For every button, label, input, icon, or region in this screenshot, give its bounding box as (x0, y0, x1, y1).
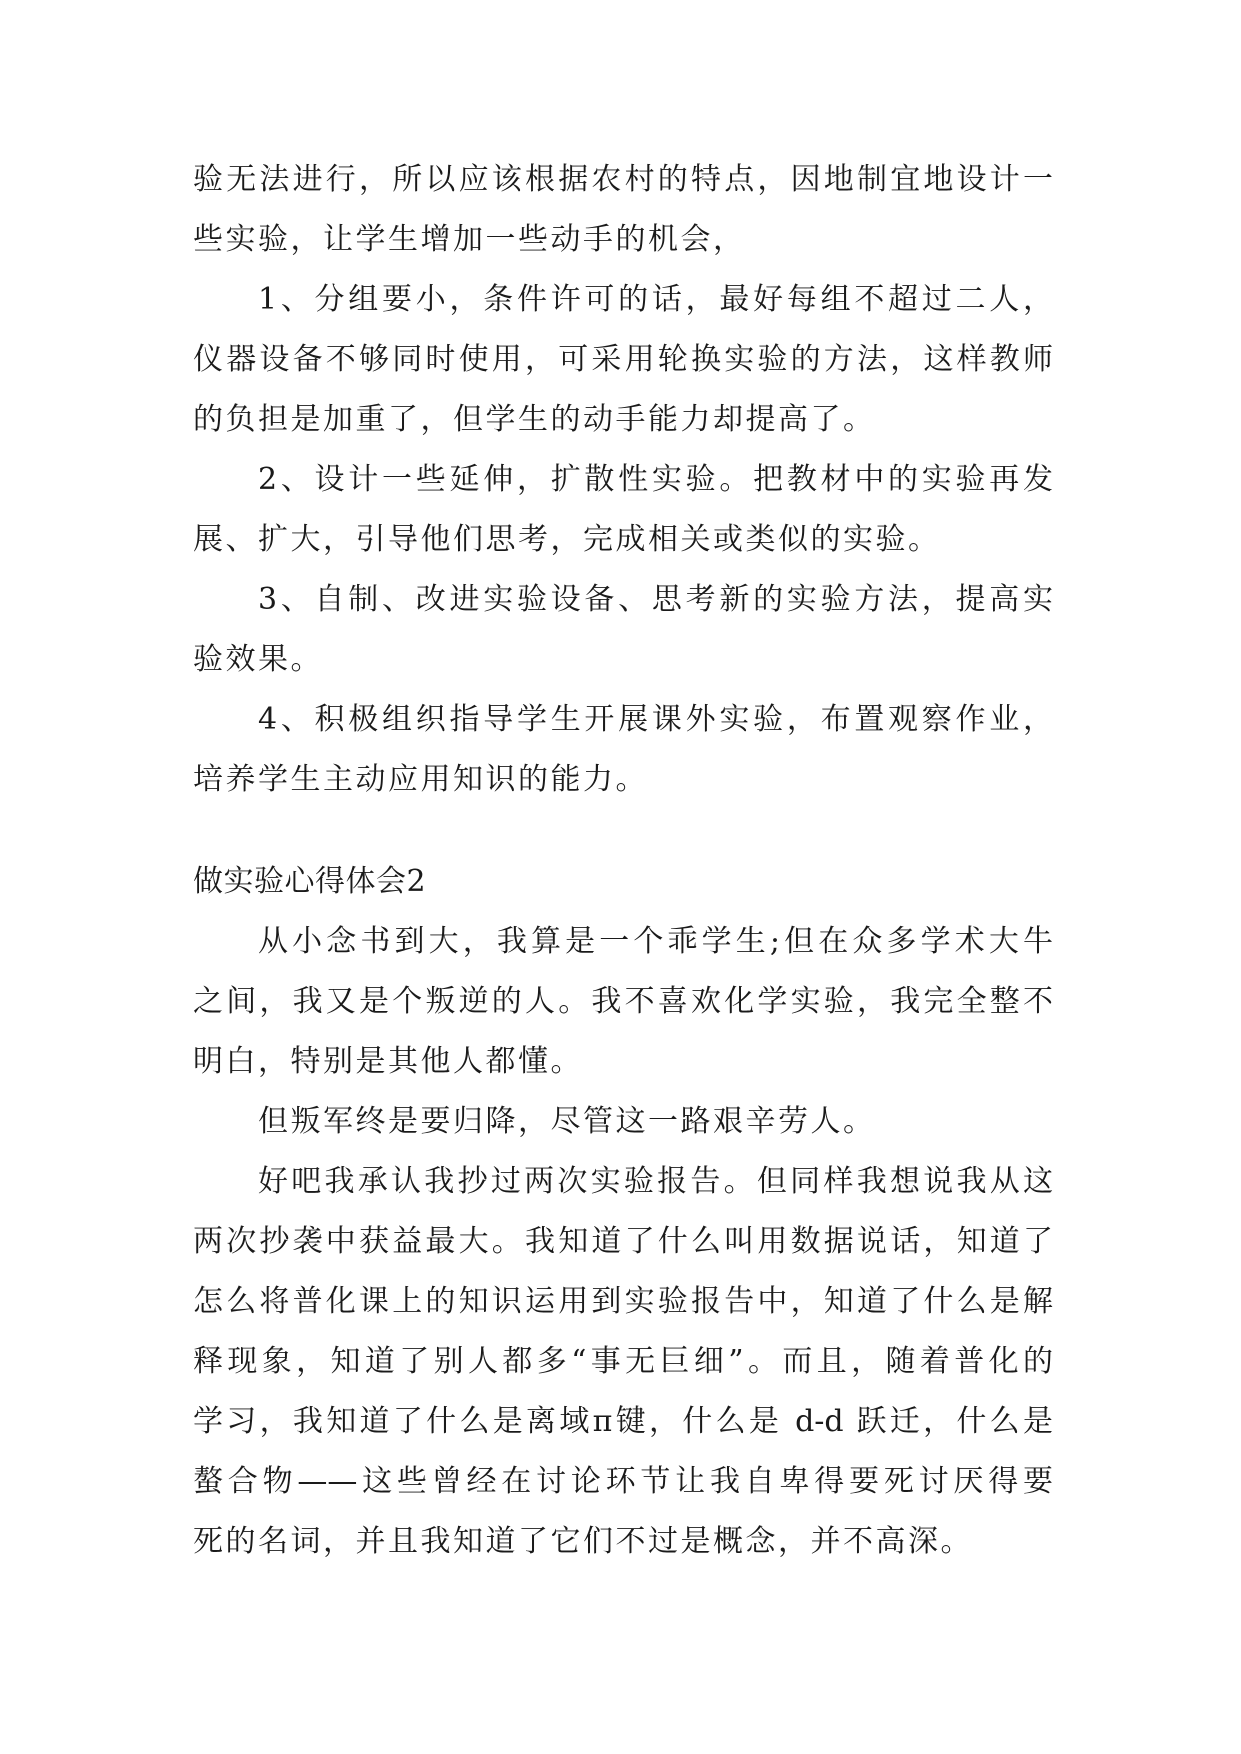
list-item-line: 4、积极组织指导学生开展课外实验，布置观察作业， (258, 702, 1053, 737)
paragraph-line: 仪器设备不够同时使用，可采用轮换实验的方法，这样教师 (193, 342, 1053, 377)
paragraph-line: 的负担是加重了，但学生的动手能力却提高了。 (193, 402, 876, 437)
paragraph-line: 从小念书到大，我算是一个乖学生;但在众多学术大牛 (258, 924, 1053, 959)
paragraph-line: 死的名词，并且我知道了它们不过是概念，并不高深。 (193, 1524, 973, 1559)
paragraph-line: 两次抄袭中获益最大。我知道了什么叫用数据说话，知道了 (193, 1224, 1053, 1259)
list-item-line: 3、自制、改进实验设备、思考新的实验方法，提高实 (258, 582, 1053, 617)
paragraph-line: 好吧我承认我抄过两次实验报告。但同样我想说我从这 (258, 1164, 1053, 1199)
paragraph-line: 验效果。 (193, 642, 323, 677)
paragraph-line: 明白，特别是其他人都懂。 (193, 1044, 583, 1079)
paragraph-line: 但叛军终是要归降，尽管这一路艰辛劳人。 (258, 1104, 876, 1139)
paragraph-line: 些实验，让学生增加一些动手的机会， (193, 222, 746, 257)
list-item-line: 2、设计一些延伸，扩散性实验。把教材中的实验再发 (258, 462, 1053, 497)
paragraph-line: 培养学生主动应用知识的能力。 (193, 762, 648, 797)
paragraph-line: 释现象，知道了别人都多“事无巨细”。而且，随着普化的 (193, 1344, 1053, 1379)
section-heading: 做实验心得体会2 (193, 864, 427, 899)
paragraph-line: 之间，我又是个叛逆的人。我不喜欢化学实验，我完全整不 (193, 984, 1053, 1019)
paragraph-line: 验无法进行，所以应该根据农村的特点，因地制宜地设计一 (193, 162, 1053, 197)
paragraph-line: 学习，我知道了什么是离域π键，什么是 d-d 跃迁，什么是 (193, 1404, 1053, 1439)
paragraph-line: 怎么将普化课上的知识运用到实验报告中，知道了什么是解 (193, 1284, 1053, 1319)
list-item-line: 1、分组要小，条件许可的话，最好每组不超过二人， (258, 282, 1053, 317)
paragraph-line: 展、扩大，引导他们思考，完成相关或类似的实验。 (193, 522, 941, 557)
paragraph-line: 螯合物——这些曾经在讨论环节让我自卑得要死讨厌得要 (193, 1464, 1053, 1499)
